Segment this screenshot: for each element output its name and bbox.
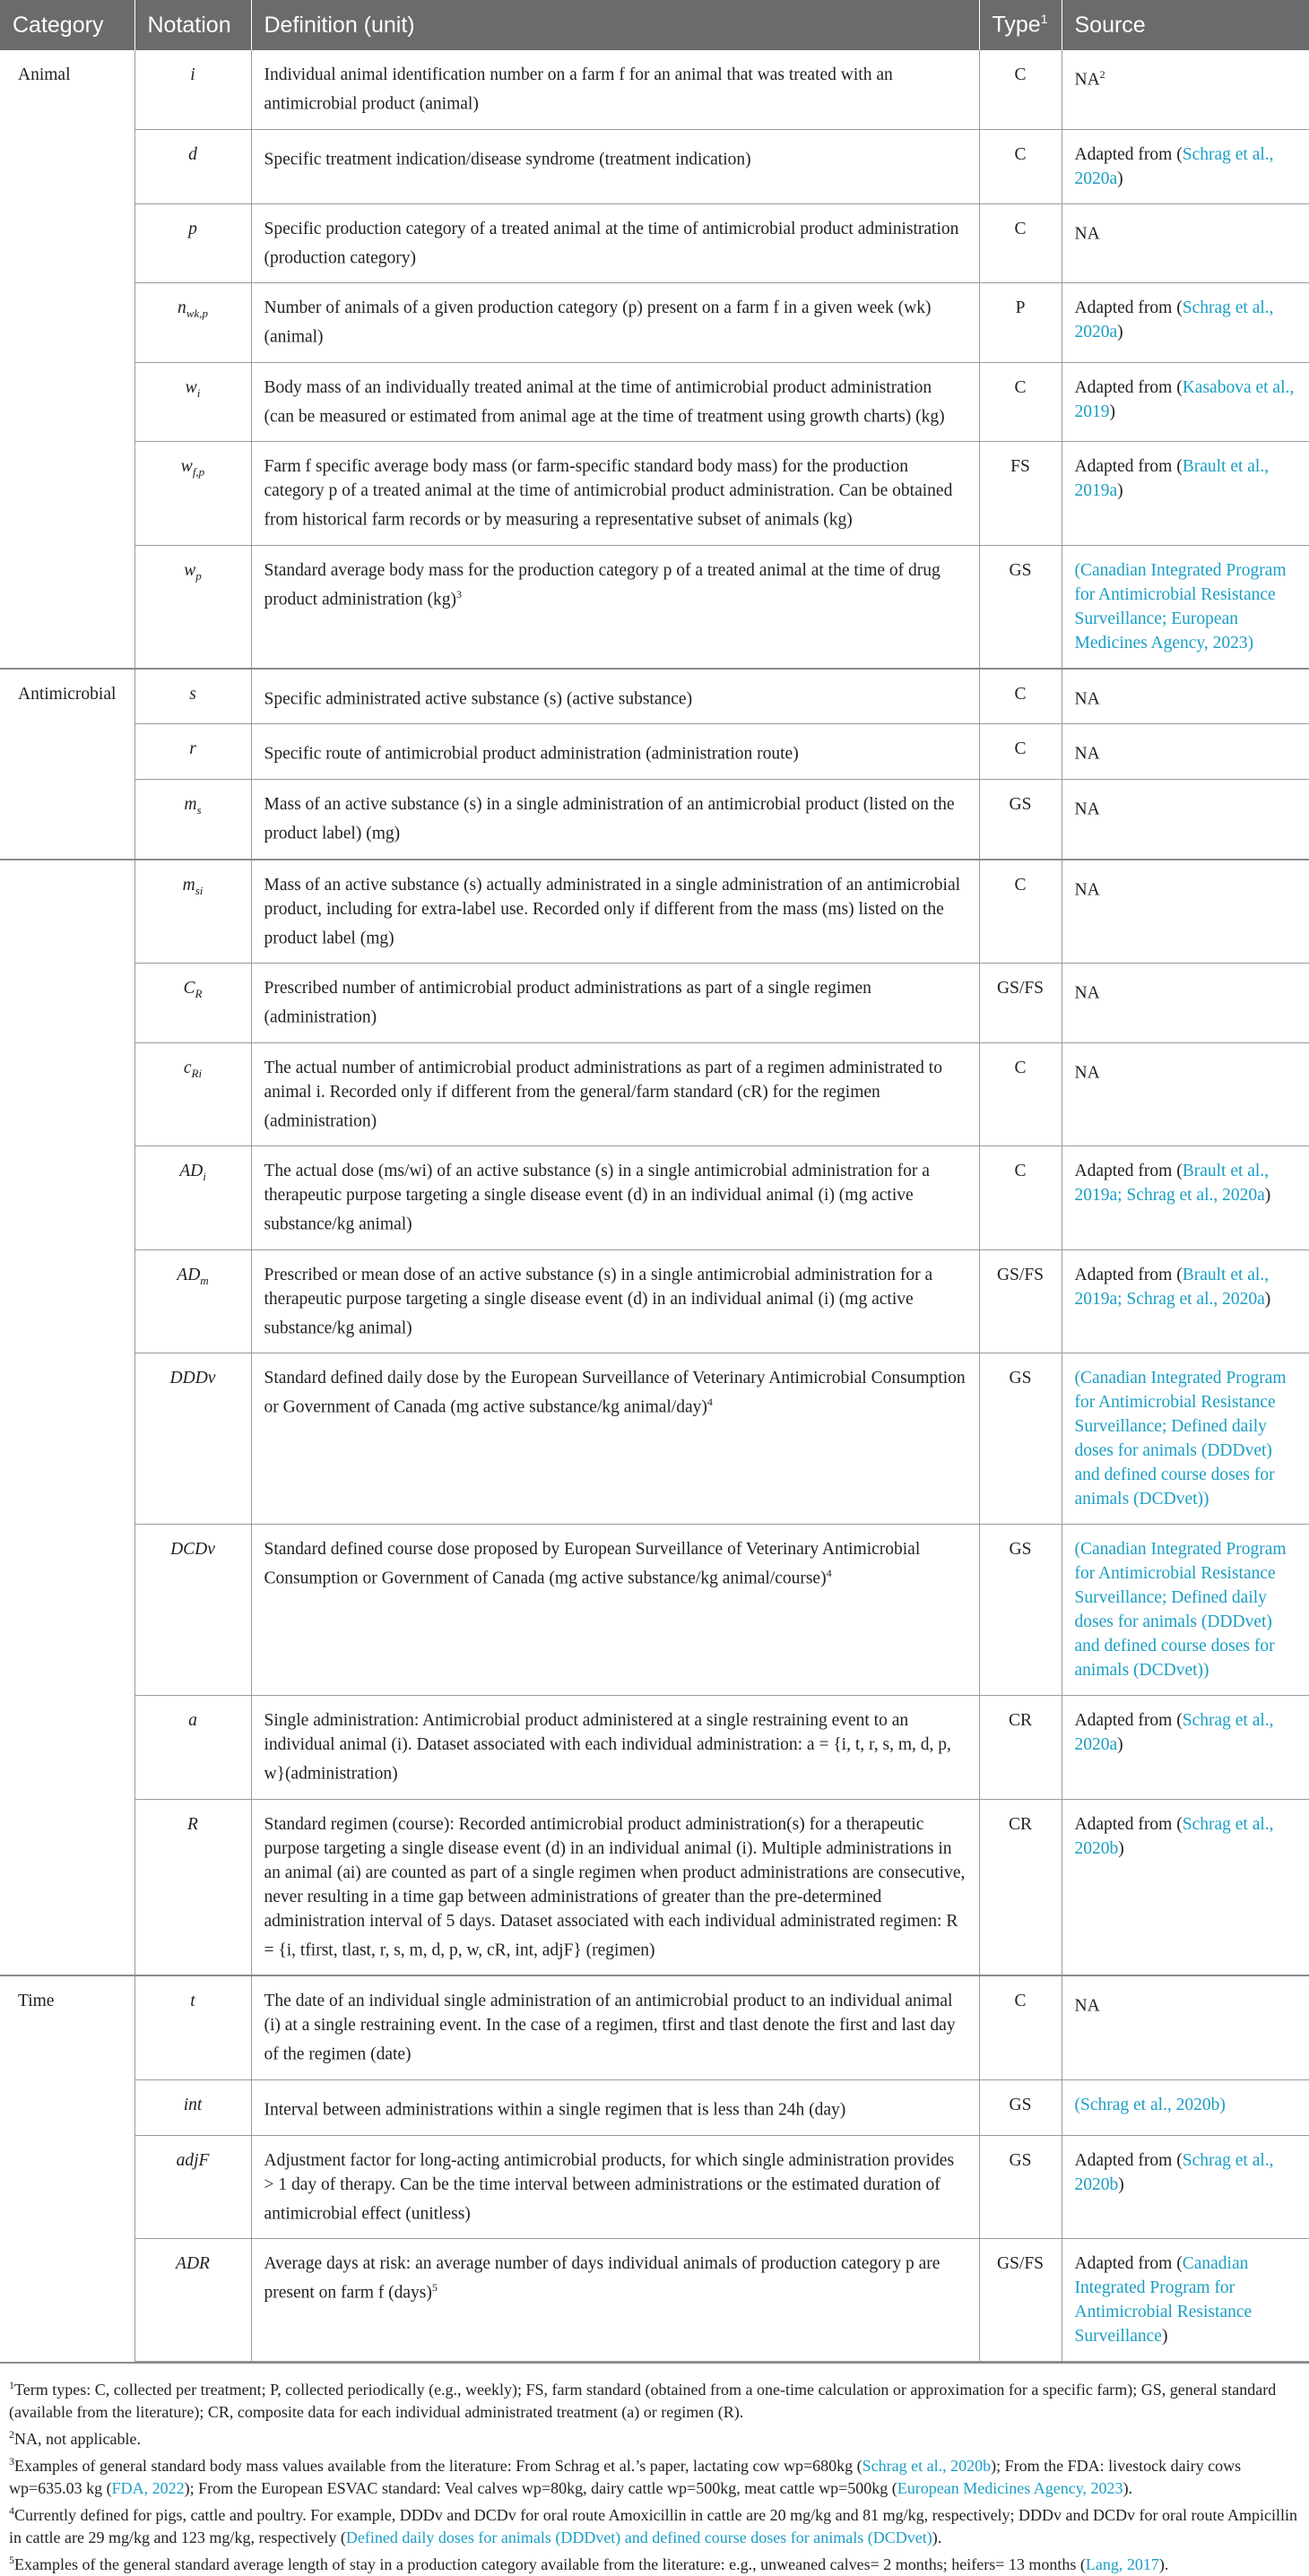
table-row xyxy=(0,2079,1309,2135)
table-row xyxy=(0,283,1309,363)
category-cell: Animal xyxy=(0,50,134,669)
definition-cell: Mass of an active substance (s) actually administrated in a single administration of an antimicrobial product, including for extra-label use. Recorded only if different from the mass (ms) listed on the product label (mg) xyxy=(251,860,979,964)
header-source: Source xyxy=(1062,0,1309,50)
type-cell: GS/FS xyxy=(979,2239,1062,2362)
table-row xyxy=(0,1799,1309,1975)
notation-cell: $m_s$ xyxy=(134,780,251,860)
source-link[interactable]: Schrag et al., 2020a xyxy=(1074,144,1274,188)
type-cell: C xyxy=(979,1975,1062,2079)
source-cell: NA xyxy=(1062,669,1309,724)
definition-cell: Farm f specific average body mass (or farm-specific standard body mass) for the production category p of a treated animal at the time of antimicrobial product administration. Can be obtained from historical farm records or by measuring a representative subset of animals (kg) xyxy=(251,442,979,546)
source-cell: NA xyxy=(1062,724,1309,780)
type-cell: C xyxy=(979,203,1062,283)
category-cell: Time xyxy=(0,1975,134,2361)
table-row xyxy=(0,362,1309,442)
header-notation: Notation xyxy=(134,0,251,50)
definition-cell: Standard regimen (course): Recorded antimicrobial product administration(s) for a therapeutic purpose targeting a single disease event (d) in an individual animal (i). Multiple administrations in an animal (ai) are counted as part of a single regimen when product administrations are consecutive, never resulting in a time gap between administrations of greater than the pre-determined administration interval of 5 days. Dataset associated with each individual administrated regimen: R = {i, tfirst, tlast, r, s, m, d, p, w, cR, int, adjF} (regimen) xyxy=(251,1799,979,1975)
footnote-link[interactable]: Schrag et al., 2020b xyxy=(862,2457,992,2476)
category-cell: Antimicrobial xyxy=(0,669,134,860)
type-cell: C xyxy=(979,724,1062,780)
definition-cell: Interval between administrations within a single regimen that is less than 24h (day) xyxy=(251,2079,979,2135)
table-row xyxy=(0,669,1309,724)
notation-cell: a xyxy=(134,1696,251,1800)
type-cell: C xyxy=(979,129,1062,203)
type-cell: GS xyxy=(979,545,1062,669)
type-cell: C xyxy=(979,50,1062,129)
table-row xyxy=(0,1975,1309,2079)
table-row xyxy=(0,964,1309,1043)
type-cell: P xyxy=(979,283,1062,363)
table-row xyxy=(0,1249,1309,1353)
notation-cell: adjF xyxy=(134,2135,251,2239)
source-link[interactable]: Brault et al., 2019a; Schrag et al., 2020a xyxy=(1074,1265,1270,1309)
definition-cell: Standard defined course dose proposed by European Surveillance of Veterinary Antimicrobial Consumption or Government of Canada (mg active substance/kg animal/course)$^4$ xyxy=(251,1525,979,1696)
notation-cell: i xyxy=(134,50,251,129)
table-row xyxy=(0,1353,1309,1525)
footnotes xyxy=(0,2362,1309,2576)
definition-cell: Standard average body mass for the production category p of a treated animal at the time of drug product administration (kg)$^3$ xyxy=(251,545,979,669)
table-row xyxy=(0,1696,1309,1800)
table-row xyxy=(0,129,1309,203)
source-cell: NA xyxy=(1062,203,1309,283)
type-cell: GS xyxy=(979,780,1062,860)
notation-cell: $AD_i$ xyxy=(134,1146,251,1250)
source-cell: (Canadian Integrated Program for Antimicrobial Resistance Surveillance; European Medicines Agency, 2023) xyxy=(1062,545,1309,669)
notation-cell: $m_{si}$ xyxy=(134,860,251,964)
notation-cell: $C_R$ xyxy=(134,964,251,1043)
type-cell: GS xyxy=(979,2079,1062,2135)
source-cell: Adapted from (Schrag et al., 2020b) xyxy=(1062,1799,1309,1975)
source-link[interactable]: Brault et al., 2019a; Schrag et al., 2020a xyxy=(1074,1162,1270,1206)
definition-cell: Single administration: Antimicrobial product administered at a single restraining event to an individual animal (i). Dataset associated with each individual administration: a = {i, t, r, s, m, d, p, w}(administration) xyxy=(251,1696,979,1800)
table-row xyxy=(0,2239,1309,2362)
category-cell xyxy=(0,860,134,1976)
notation-cell: $w_i$ xyxy=(134,362,251,442)
type-cell: C xyxy=(979,362,1062,442)
source-link[interactable]: Canadian Integrated Program for Antimicrobial Resistance Surveillance xyxy=(1074,2254,1253,2347)
source-cell: (Canadian Integrated Program for Antimicrobial Resistance Surveillance; Defined daily doses for animals (DDDvet) and defined course doses for animals (DCDvet)) xyxy=(1062,1353,1309,1525)
definition-cell: Standard defined daily dose by the European Surveillance of Veterinary Antimicrobial Consumption or Government of Canada (mg active substance/kg animal/day)$^4$ xyxy=(251,1353,979,1525)
source-link[interactable]: Schrag et al., 2020a xyxy=(1074,1711,1274,1755)
type-cell: C xyxy=(979,1042,1062,1146)
definition-cell: Specific administrated active substance (s) (active substance) xyxy=(251,669,979,724)
header-definition: Definition (unit) xyxy=(251,0,979,50)
definition-cell: Prescribed or mean dose of an active substance (s) in a single antimicrobial administration for a therapeutic purpose targeting a single disease event (d) in an individual animal (i) (mg active substance/kg animal) xyxy=(251,1249,979,1353)
table-row xyxy=(0,1525,1309,1696)
definition-cell: Specific production category of a treated animal at the time of antimicrobial product administration (production category) xyxy=(251,203,979,283)
type-cell: CR xyxy=(979,1799,1062,1975)
notation-cell: p xyxy=(134,203,251,283)
table-row xyxy=(0,724,1309,780)
definition-cell: The date of an individual single administration of an antimicrobial product to an individual animal (i) at a single restraining event. In the case of a regimen, tfirst and tlast denote the first and last day of the regimen (date) xyxy=(251,1975,979,2079)
table-row xyxy=(0,1146,1309,1250)
type-cell: CR xyxy=(979,1696,1062,1800)
type-cell: C xyxy=(979,860,1062,964)
type-cell: GS/FS xyxy=(979,1249,1062,1353)
notation-cell: DCDv xyxy=(134,1525,251,1696)
source-cell: Adapted from (Brault et al., 2019a) xyxy=(1062,442,1309,546)
footnote-4: $^4$Currently defined for pigs, cattle and poultry. For example, DDDv and DCDv for oral route Amoxicillin in cattle are 20 mg/kg and 81 mg/kg, respectively; DDDv and DCDv for oral route Ampicillin in cattle are 29 mg/kg and 123 mg/kg, respectively (Defined daily doses for animals (DDDvet) and defined course doses for animals (DCDvet)). xyxy=(9,2504,1298,2547)
notation-cell: DDDv xyxy=(134,1353,251,1525)
notation-cell: t xyxy=(134,1975,251,2079)
source-link[interactable]: Canadian Integrated Program for Antimicrobial Resistance Surveillance; Defined daily doses for animals (DDDvet) and defined course doses for animals (DCDvet) xyxy=(1074,1540,1287,1681)
definition-cell: Average days at risk: an average number of days individual animals of production category p are present on farm f (days)$^5$ xyxy=(251,2239,979,2362)
notation-cell: r xyxy=(134,724,251,780)
definition-cell: Mass of an active substance (s) in a single administration of an antimicrobial product (listed on the product label) (mg) xyxy=(251,780,979,860)
notation-cell: R xyxy=(134,1799,251,1975)
source-link[interactable]: Canadian Integrated Program for Antimicrobial Resistance Surveillance; European Medicines Agency, 2023 xyxy=(1074,560,1287,653)
table-row xyxy=(0,203,1309,283)
source-link[interactable]: Schrag et al., 2020a xyxy=(1074,298,1274,341)
footnote-link[interactable]: FDA, 2022 xyxy=(111,2479,185,2498)
source-cell: Adapted from (Schrag et al., 2020a) xyxy=(1062,283,1309,363)
source-cell: Adapted from (Brault et al., 2019a; Schrag et al., 2020a) xyxy=(1062,1146,1309,1250)
source-link[interactable]: Brault et al., 2019a xyxy=(1074,457,1270,500)
notation-cell: ADR xyxy=(134,2239,251,2362)
header-row xyxy=(0,0,1309,50)
type-cell: FS xyxy=(979,442,1062,546)
definition-cell: Individual animal identification number on a farm f for an animal that was treated with an antimicrobial product (animal) xyxy=(251,50,979,129)
type-cell: C xyxy=(979,669,1062,724)
source-cell: Adapted from (Schrag et al., 2020a) xyxy=(1062,129,1309,203)
source-link[interactable]: Schrag et al., 2020b xyxy=(1074,2150,1274,2194)
source-cell: NA xyxy=(1062,1975,1309,2079)
source-cell: NA xyxy=(1062,964,1309,1043)
notation-cell: int xyxy=(134,2079,251,2135)
type-cell: GS xyxy=(979,1353,1062,1525)
definition-cell: Number of animals of a given production category (p) present on a farm f in a given week (wk) (animal) xyxy=(251,283,979,363)
source-cell: (Canadian Integrated Program for Antimicrobial Resistance Surveillance; Defined daily doses for animals (DDDvet) and defined course doses for animals (DCDvet)) xyxy=(1062,1525,1309,1696)
definition-cell: Adjustment factor for long-acting antimicrobial products, for which single administration provides > 1 day of therapy. Can be the time interval between administrations or the estimated duration of antimicrobial effect (unitless) xyxy=(251,2135,979,2239)
source-link[interactable]: Canadian Integrated Program for Antimicrobial Resistance Surveillance; Defined daily doses for animals (DDDvet) and defined course doses for animals (DCDvet) xyxy=(1074,1369,1287,1509)
type-cell: GS/FS xyxy=(979,964,1062,1043)
definition-cell: Specific route of antimicrobial product administration (administration route) xyxy=(251,724,979,780)
source-cell: Adapted from (Schrag et al., 2020b) xyxy=(1062,2135,1309,2239)
source-cell: NA xyxy=(1062,860,1309,964)
header-type: Type$^1$ xyxy=(979,0,1062,50)
table-row xyxy=(0,780,1309,860)
definition-cell: Prescribed number of antimicrobial product administrations as part of a single regimen (administration) xyxy=(251,964,979,1043)
type-cell: GS xyxy=(979,1525,1062,1696)
table-row xyxy=(0,442,1309,546)
source-cell: Adapted from (Canadian Integrated Program for Antimicrobial Resistance Surveillance) xyxy=(1062,2239,1309,2362)
footnote-5: $^5$Examples of the general standard average length of stay in a production category available from the literature: e.g., unweaned calves= 2 months; heifers= 13 months (Lang, 2017). xyxy=(9,2554,1169,2574)
source-cell: Adapted from (Kasabova et al., 2019) xyxy=(1062,362,1309,442)
footnote-link[interactable]: Defined daily doses for animals (DDDvet) and defined course doses for animals (DCDvet) xyxy=(345,2528,932,2547)
table-row xyxy=(0,1042,1309,1146)
notation-cell: d xyxy=(134,129,251,203)
source-cell: (Schrag et al., 2020b) xyxy=(1062,2079,1309,2135)
notation-cell: $w_{f,p}$ xyxy=(134,442,251,546)
notation-cell: $w_p$ xyxy=(134,545,251,669)
source-cell: $NA^2$ xyxy=(1062,50,1309,129)
header-category: Category xyxy=(0,0,134,50)
table-row xyxy=(0,2135,1309,2239)
definition-cell: Specific treatment indication/disease syndrome (treatment indication) xyxy=(251,129,979,203)
footnote-2: $^2$NA, not applicable. xyxy=(9,2428,141,2449)
footnote-link[interactable]: European Medicines Agency, 2023 xyxy=(897,2479,1123,2498)
source-link[interactable]: Schrag et al., 2020b xyxy=(1080,2095,1220,2114)
definition-cell: The actual dose (ms/wi) of an active substance (s) in a single antimicrobial administration for a therapeutic purpose targeting a single disease event (d) in an individual animal (i) (mg active substance/kg animal) xyxy=(251,1146,979,1250)
footnote-1: $^1$Term types: C, collected per treatment; P, collected periodically (e.g., weekly); FS, farm standard (obtained from a one-time calculation or approximation for a specific farm); GS, general standard (available from the literature); CR, composite data for each individual administrated treatment (a) or regimen (R). xyxy=(9,2379,1277,2422)
notation-cell: $n_{wk,p}$ xyxy=(134,283,251,363)
definition-cell: Body mass of an individually treated animal at the time of antimicrobial product administration (can be measured or estimated from animal age at the time of treatment using growth charts) (kg) xyxy=(251,362,979,442)
notation-cell: s xyxy=(134,669,251,724)
table-row xyxy=(0,860,1309,964)
notation-cell: $c_{Ri}$ xyxy=(134,1042,251,1146)
type-cell: GS xyxy=(979,2135,1062,2239)
footnote-3: $^3$Examples of general standard body mass values available from the literature: From Schrag et al.’s paper, lactating cow wp=680kg (Schrag et al., 2020b); From the FDA: livestock dairy cows wp=635.03 kg (FDA, 2022); From the European ESVAC standard: Veal calves wp=80kg, dairy cattle wp=500kg, meat cattle wp=500kg (European Medicines Agency, 2023). xyxy=(9,2455,1242,2498)
source-cell: NA xyxy=(1062,780,1309,860)
table-row xyxy=(0,50,1309,129)
source-link[interactable]: Schrag et al., 2020b xyxy=(1074,1814,1274,1858)
notation-cell: $AD_m$ xyxy=(134,1249,251,1353)
source-cell: Adapted from (Schrag et al., 2020a) xyxy=(1062,1696,1309,1800)
footnote-link[interactable]: Lang, 2017 xyxy=(1085,2555,1159,2574)
table-row xyxy=(0,545,1309,669)
table-body xyxy=(0,50,1309,2362)
source-link[interactable]: Kasabova et al., 2019 xyxy=(1074,377,1295,421)
source-cell: NA xyxy=(1062,1042,1309,1146)
source-cell: Adapted from (Brault et al., 2019a; Schrag et al., 2020a) xyxy=(1062,1249,1309,1353)
type-cell: C xyxy=(979,1146,1062,1250)
definition-cell: The actual number of antimicrobial product administrations as part of a regimen administrated to animal i. Recorded only if different from the general/farm standard (cR) for the regimen (administration) xyxy=(251,1042,979,1146)
